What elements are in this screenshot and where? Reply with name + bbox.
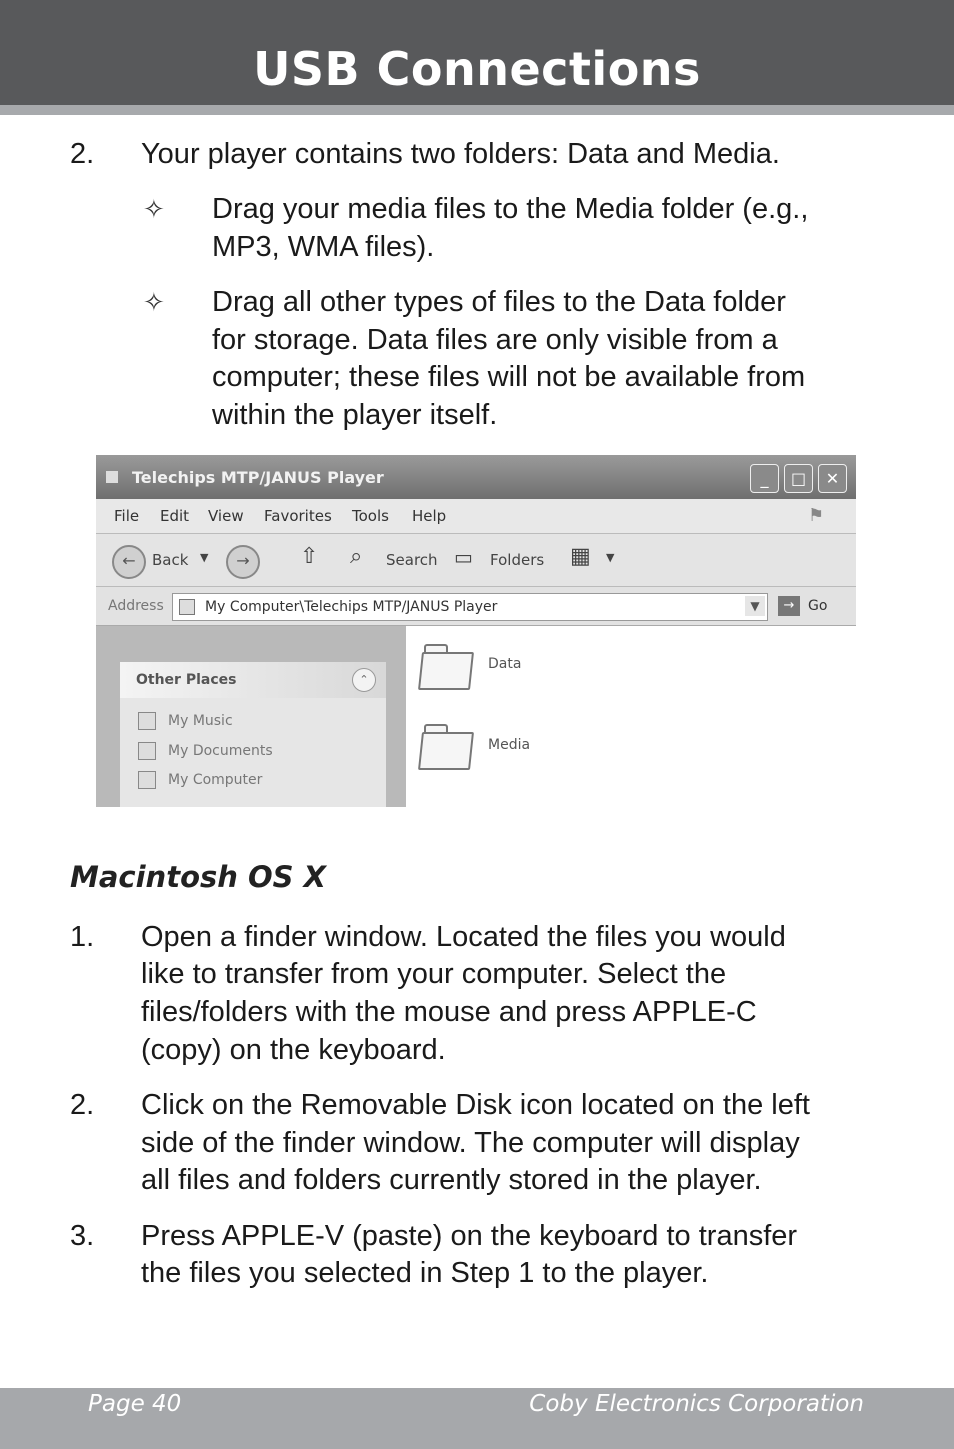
step-number: 3. xyxy=(70,1220,95,1252)
back-arrow-icon[interactable]: ← xyxy=(112,545,146,579)
explorer-screenshot xyxy=(96,455,856,807)
folders-button[interactable]: Folders xyxy=(490,551,545,569)
close-button[interactable]: ✕ xyxy=(818,464,847,493)
bullet-text: Drag all other types of files to the Data folder xyxy=(212,286,786,318)
go-button[interactable]: Go xyxy=(808,598,828,614)
menu-bar xyxy=(96,499,856,534)
computer-icon xyxy=(138,771,156,789)
page-title: USB Connections xyxy=(253,42,701,96)
bullet-text: computer; these files will not be available from xyxy=(212,361,806,393)
app-icon xyxy=(106,471,118,483)
step-text: Your player contains two folders: Data and Media. xyxy=(141,138,780,170)
address-label: Address xyxy=(108,598,164,614)
computer-icon xyxy=(179,599,195,615)
place-my-computer[interactable]: My Computer xyxy=(138,771,262,789)
toolbar xyxy=(96,534,856,587)
section-heading: Macintosh OS X xyxy=(70,860,326,894)
step-number: 2. xyxy=(70,138,95,170)
step-text: Click on the Removable Disk icon located on the left xyxy=(141,1089,810,1121)
views-icon[interactable]: ▦ xyxy=(570,544,591,569)
address-path: My Computer\Telechips MTP/JANUS Player xyxy=(205,599,498,615)
address-dropdown-icon[interactable]: ▼ xyxy=(745,596,765,616)
address-bar xyxy=(96,587,856,626)
data-folder-icon[interactable] xyxy=(420,644,472,688)
step-text: the files you selected in Step 1 to the player. xyxy=(141,1257,709,1289)
step-text: Press APPLE-V (paste) on the keyboard to transfer xyxy=(141,1220,798,1252)
other-places-panel xyxy=(120,662,386,807)
search-button[interactable]: Search xyxy=(386,551,438,569)
place-my-documents[interactable]: My Documents xyxy=(138,742,273,760)
step-text: Open a finder window. Located the files you would xyxy=(141,921,786,953)
go-arrow-icon[interactable]: → xyxy=(778,596,800,616)
forward-arrow-icon[interactable]: → xyxy=(226,545,260,579)
up-folder-icon[interactable]: ⇧ xyxy=(300,544,319,569)
bullet-text: Drag your media files to the Media folder (e.g., xyxy=(212,193,809,225)
menu-tools[interactable]: Tools xyxy=(352,507,389,525)
back-dropdown-icon[interactable]: ▼ xyxy=(200,551,209,564)
bullet-text: for storage. Data files are only visible from a xyxy=(212,324,778,356)
bullet-text: within the player itself. xyxy=(212,399,498,431)
step-number: 1. xyxy=(70,921,95,953)
window-title: Telechips MTP/JANUS Player xyxy=(132,468,384,487)
documents-folder-icon xyxy=(138,742,156,760)
music-folder-icon xyxy=(138,712,156,730)
step-text: all files and folders currently stored in the player. xyxy=(141,1164,762,1196)
step-text: like to transfer from your computer. Select the xyxy=(141,958,727,990)
page-header xyxy=(0,0,954,105)
menu-edit[interactable]: Edit xyxy=(160,507,190,525)
place-my-music[interactable]: My Music xyxy=(138,712,233,730)
step-text: side of the finder window. The computer will display xyxy=(141,1127,800,1159)
maximize-button[interactable]: □ xyxy=(784,464,813,493)
collapse-chevron-icon[interactable]: ⌃ xyxy=(352,668,376,692)
page-number: Page 40 xyxy=(88,1391,182,1417)
menu-favorites[interactable]: Favorites xyxy=(264,507,332,525)
step-number: 2. xyxy=(70,1089,95,1121)
bullet-text: MP3, WMA files). xyxy=(212,231,435,263)
other-places-header[interactable] xyxy=(120,662,386,698)
company-name: Coby Electronics Corporation xyxy=(529,1391,864,1417)
media-folder-icon[interactable] xyxy=(420,724,472,768)
back-button[interactable]: Back xyxy=(152,551,189,569)
header-divider xyxy=(0,105,954,115)
menu-view[interactable]: View xyxy=(208,507,244,525)
data-folder-label[interactable]: Data xyxy=(488,656,522,672)
bullet-icon: ✧ xyxy=(143,287,165,317)
views-dropdown-icon[interactable]: ▼ xyxy=(606,551,615,564)
minimize-button[interactable]: _ xyxy=(750,464,779,493)
media-folder-label[interactable]: Media xyxy=(488,737,531,753)
address-field[interactable] xyxy=(172,593,768,621)
other-places-title: Other Places xyxy=(136,672,237,688)
step-text: files/folders with the mouse and press APPLE-C xyxy=(141,996,757,1028)
bullet-icon: ✧ xyxy=(143,194,165,224)
step-text: (copy) on the keyboard. xyxy=(141,1034,446,1066)
search-icon[interactable]: ⌕ xyxy=(350,544,363,569)
task-pane xyxy=(96,626,406,807)
folders-icon[interactable]: ▭ xyxy=(454,545,473,569)
file-list xyxy=(406,626,856,807)
windows-flag-icon: ⚑ xyxy=(808,505,825,526)
window-titlebar xyxy=(96,455,856,499)
menu-help[interactable]: Help xyxy=(412,507,447,525)
menu-file[interactable]: File xyxy=(114,507,140,525)
